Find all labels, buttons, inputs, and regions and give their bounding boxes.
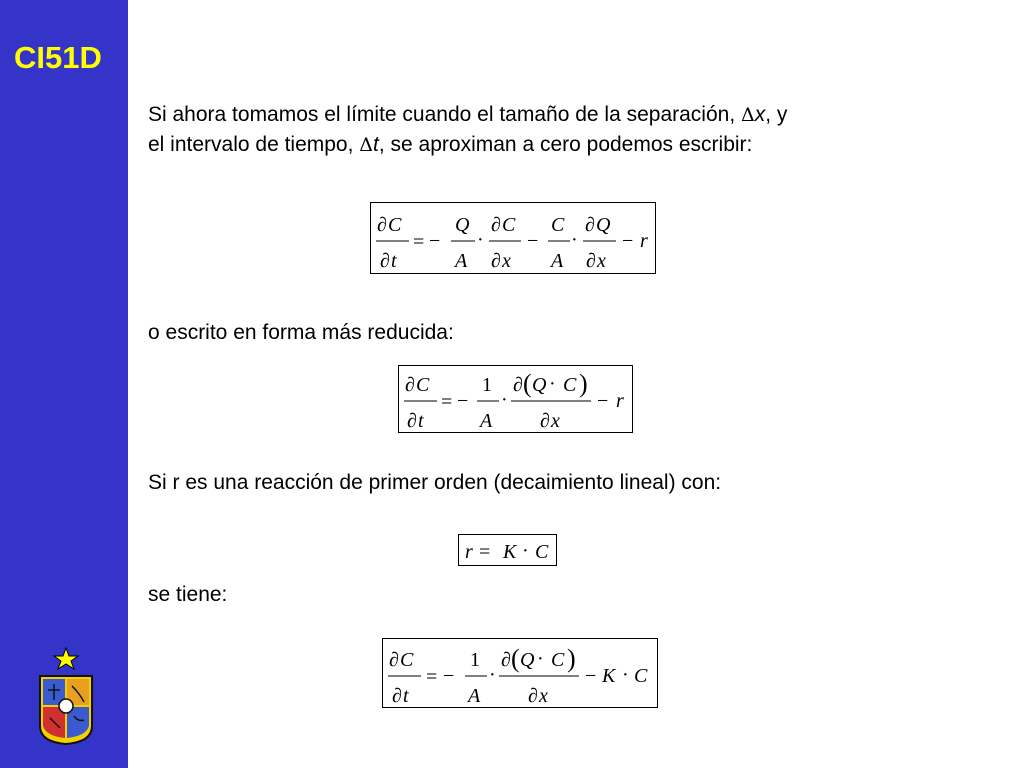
eq-symbol: ∂ — [491, 250, 501, 272]
eq-symbol: · — [489, 664, 496, 686]
eq-symbol: · — [537, 648, 544, 670]
eq-symbol: ∂ — [380, 250, 390, 272]
eq-symbol: − — [527, 230, 539, 252]
eq-symbol: A — [468, 685, 481, 707]
course-code: CI51D — [14, 40, 102, 75]
eq-symbol: K — [503, 541, 517, 563]
eq-symbol: x — [539, 685, 548, 707]
eq-symbol: ∂ — [528, 685, 538, 707]
eq-symbol: r — [640, 230, 648, 252]
eq-symbol: K — [602, 665, 616, 687]
eq-symbol: = — [426, 666, 438, 688]
reduced-form-label: o escrito en forma más reducida: — [148, 321, 454, 344]
delta-symbol: Δ — [741, 104, 755, 126]
eq-symbol: C — [502, 214, 516, 236]
eq-symbol: ) — [579, 369, 588, 398]
eq-symbol: x — [502, 250, 511, 272]
eq-symbol: ∂ — [540, 410, 550, 432]
eq-symbol: C — [416, 374, 430, 396]
eq-symbol: · — [549, 373, 556, 395]
eq-symbol: C — [388, 214, 402, 236]
eq-symbol: ∂ — [585, 214, 595, 236]
eq-symbol: A — [480, 410, 493, 432]
eq-symbol: t — [418, 410, 424, 432]
eq-symbol: Q — [455, 214, 470, 236]
intro-text: , y — [765, 103, 788, 126]
eq-symbol: − — [429, 230, 441, 252]
eq-symbol: ∂ — [405, 374, 415, 396]
intro-text: , se aproximan a cero podemos escribir: — [378, 133, 753, 156]
eq-symbol: − — [597, 390, 609, 412]
eq-symbol: − — [622, 230, 634, 252]
eq-symbol: ∂ — [501, 649, 511, 671]
eq-symbol: − — [443, 665, 455, 687]
equation-box-2 — [398, 365, 633, 433]
eq-symbol: ( — [511, 644, 520, 673]
university-crest-icon — [34, 646, 98, 750]
first-order-label: Si r es una reacción de primer orden (decaimiento lineal) con: — [148, 471, 722, 494]
equation-box-4 — [382, 638, 658, 708]
eq-symbol: C — [551, 649, 565, 671]
eq-symbol: ∂ — [491, 214, 501, 236]
star-icon — [54, 648, 78, 669]
eq-symbol: ) — [567, 644, 576, 673]
eq-symbol: C — [563, 374, 577, 396]
eq-symbol: C — [400, 649, 414, 671]
intro-paragraph — [148, 100, 787, 160]
x-variable: x — [754, 103, 766, 126]
eq-symbol: Q — [532, 374, 547, 396]
eq-symbol: · — [571, 229, 578, 251]
eq-symbol: ∂ — [513, 374, 523, 396]
eq-symbol: · — [522, 540, 529, 562]
equation-3 — [459, 535, 558, 567]
eq-symbol: = — [413, 231, 425, 253]
eq-symbol: 1 — [482, 374, 492, 396]
equation-1 — [371, 203, 657, 275]
eq-symbol: A — [551, 250, 564, 272]
eq-symbol: = — [479, 541, 491, 563]
eq-symbol: r — [616, 390, 624, 412]
delta-symbol: Δ — [359, 134, 374, 156]
eq-symbol: · — [622, 664, 629, 686]
eq-symbol: − — [585, 665, 597, 687]
t-variable: t — [373, 133, 379, 156]
eq-symbol: ∂ — [407, 410, 417, 432]
intro-text: Si ahora tomamos el límite cuando el tamaño de la separación, — [148, 103, 741, 126]
eq-symbol: ( — [523, 369, 532, 398]
eq-symbol: ∂ — [377, 214, 387, 236]
equation-2 — [399, 366, 634, 434]
eq-symbol: C — [551, 214, 565, 236]
eq-symbol: t — [391, 250, 397, 272]
eq-symbol: C — [535, 541, 549, 563]
equation-4 — [383, 639, 659, 709]
eq-symbol: ∂ — [389, 649, 399, 671]
eq-symbol: − — [457, 390, 469, 412]
eq-symbol: C — [634, 665, 648, 687]
eq-symbol: Q — [596, 214, 611, 236]
result-label: se tiene: — [148, 583, 228, 606]
eq-symbol: ∂ — [392, 685, 402, 707]
eq-symbol: · — [477, 229, 484, 251]
sidebar — [0, 0, 128, 768]
eq-symbol: r — [465, 541, 473, 563]
crest-center — [59, 699, 73, 713]
eq-symbol: x — [597, 250, 606, 272]
equation-box-1 — [370, 202, 656, 274]
eq-symbol: A — [455, 250, 468, 272]
eq-symbol: x — [551, 410, 560, 432]
eq-symbol: t — [403, 685, 409, 707]
intro-text: el intervalo de tiempo, — [148, 133, 360, 156]
eq-symbol: Q — [520, 649, 535, 671]
equation-box-3 — [458, 534, 557, 566]
eq-symbol: = — [441, 391, 453, 413]
eq-symbol: ∂ — [586, 250, 596, 272]
eq-symbol: · — [501, 389, 508, 411]
eq-symbol: 1 — [470, 649, 480, 671]
